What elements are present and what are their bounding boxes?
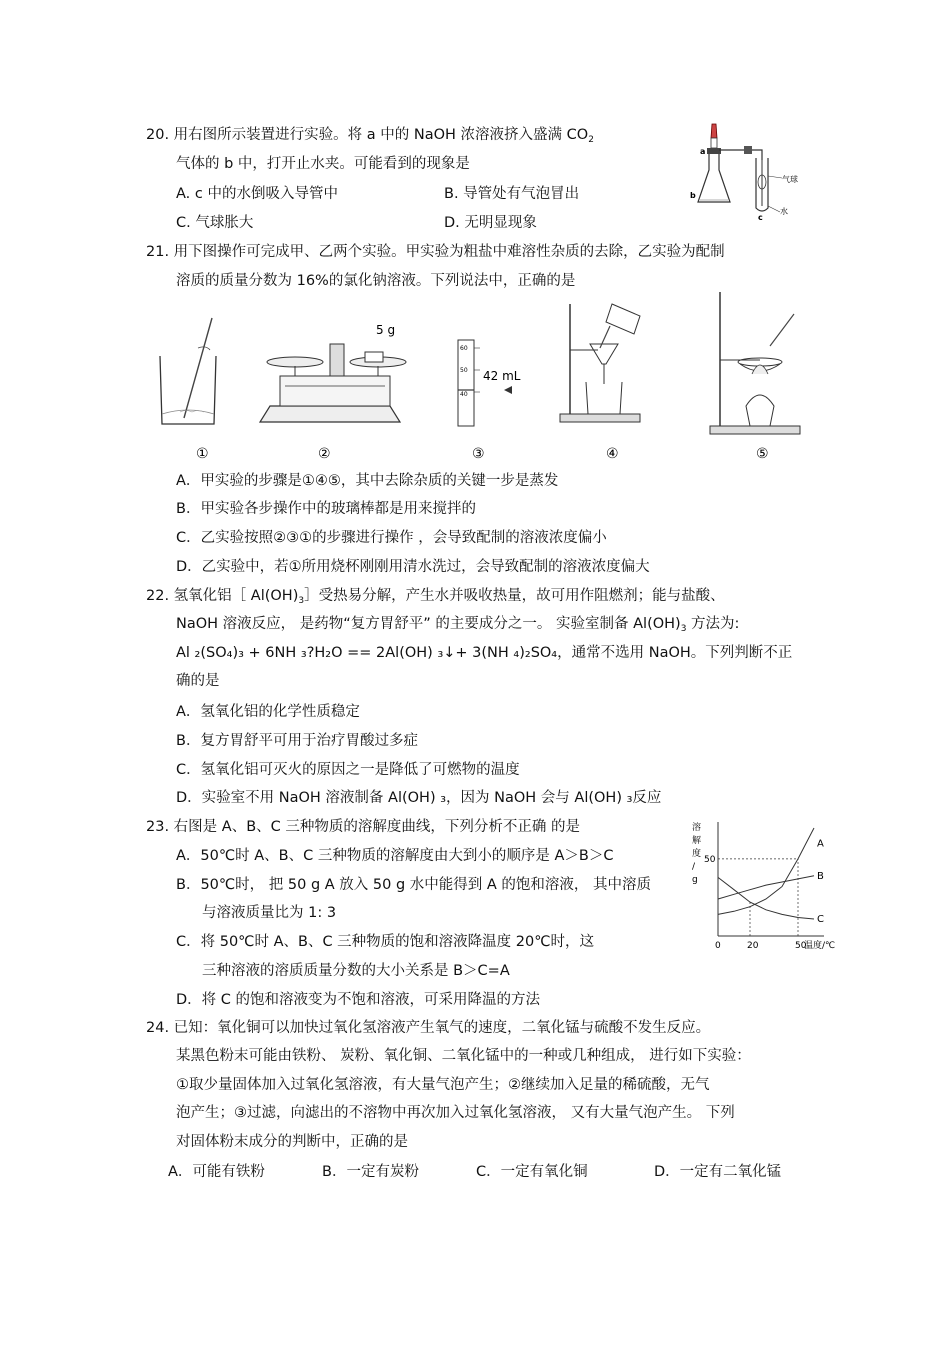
- q21-label-5: ⑤: [756, 446, 769, 462]
- series-label-B: B: [817, 870, 824, 882]
- q23-option-c-line1: C．将 50℃时 A、B、C 三种物质的饱和溶液降温度 20℃时，这: [176, 934, 595, 950]
- q23-stem-line1: 23. 右图是 A、B、C 三种物质的溶解度曲线，下列分析不正确 的是: [146, 819, 580, 835]
- q24-stem-line2: 某黑色粉末可能由铁粉、 炭粉、氧化铜、二氧化锰中的一种或几种组成， 进行如下实验：: [176, 1048, 751, 1064]
- q21-label-2: ②: [318, 446, 331, 462]
- series-line-A: [718, 828, 814, 914]
- q21-filtration: [560, 304, 640, 422]
- q22-option-a: A．氢氧化铝的化学性质稳定: [176, 704, 360, 720]
- q21-option-b: B．甲实验各步操作中的玻璃棒都是用来搅拌的: [176, 501, 476, 517]
- y-axis-label-char: g: [692, 875, 698, 885]
- q24-option-b: B．一定有炭粉: [322, 1164, 419, 1180]
- x-axis-label: 温度/℃: [804, 941, 836, 951]
- q22-stem-line4: 确的是: [176, 673, 220, 689]
- x-tick-label: 50: [795, 941, 807, 951]
- q20-label-water: 水: [780, 207, 788, 216]
- y-axis-label-char: /: [692, 862, 696, 872]
- series-line-C: [718, 877, 814, 919]
- q22-stem-line2: NaOH 溶液反应， 是药物“复方胃舒平” 的主要成分之一。 实验室制备 $Al(OH)_3$ 方法为:: [176, 616, 740, 634]
- q21-evaporation: [710, 292, 800, 434]
- q21-cyl-60: 60: [460, 345, 468, 352]
- x-tick-label: 20: [747, 941, 759, 951]
- q21-stem-line2: 溶质的质量分数为 16%的氯化钠溶液。下列说法中，正确的是: [176, 273, 576, 289]
- q23-option-a: A．50℃时 A、B、C 三种物质的溶解度由大到小的顺序是 A＞B＞C: [176, 848, 614, 864]
- q24-option-d: D．一定有二氧化锰: [654, 1164, 782, 1180]
- q24-stem-line3: ①取少量固体加入过氧化氢溶液，有大量气泡产生；②继续加入足量的稀硫酸，无气: [176, 1077, 710, 1093]
- q20-label-c: c: [758, 213, 763, 220]
- q23-solubility-chart: [688, 818, 838, 953]
- q20-label-b: b: [690, 191, 696, 200]
- q24-option-c: C．一定有氧化铜: [476, 1164, 588, 1180]
- q21-option-a: A．甲实验的步骤是①④⑤，其中去除杂质的关键一步是蒸发: [176, 473, 559, 489]
- q22-equation-line: Al ₂(SO₄)₃ + 6NH ₃?H₂O == 2Al(OH) ₃↓+ 3(NH ₄)₂SO₄，通常不选用 NaOH。下列判断不正: [176, 645, 793, 661]
- q23-option-c-line2: 三种溶液的溶质质量分数的大小关系是 B＞C=A: [202, 963, 510, 979]
- q21-option-d: D．乙实验中，若①所用烧杯刚刚用清水洗过，会导致配制的溶液浓度偏大: [176, 559, 650, 575]
- q21-mass-label: 5 g: [376, 323, 396, 337]
- q21-label-4: ④: [606, 446, 619, 462]
- q23-option-b-line2: 与溶液质量比为 1: 3: [202, 905, 337, 921]
- q24-stem-line4: 泡产生；③过滤，向滤出的不溶物中再次加入过氧化氢溶液， 又有大量气泡产生。 下列: [176, 1105, 735, 1121]
- y-axis-label-char: 溶: [692, 823, 702, 833]
- q24-stem-line1: 24. 已知：氧化铜可以加快过氧化氢溶液产生氧气的速度，二氧化锰与硫酸不发生反应。: [146, 1020, 711, 1036]
- q20-label-a: a: [700, 147, 706, 156]
- series-label-C: C: [817, 914, 824, 926]
- q20-option-c: C. 气球胀大: [176, 215, 254, 231]
- q21-graduated-cylinder: [458, 340, 521, 426]
- q21-beaker-stirring: [160, 318, 216, 424]
- q20-stem-line1: 20. 用右图所示装置进行实验。将 a 中的 NaOH 浓溶液挤入盛满 $CO_2$: [146, 127, 594, 145]
- q23-option-d: D．将 C 的饱和溶液变为不饱和溶液，可采用降温的方法: [176, 992, 541, 1008]
- q20-option-d: D. 无明显现象: [444, 215, 537, 231]
- q21-label-1: ①: [196, 446, 209, 462]
- q22-stem-line1: 22. 氢氧化铝［ $Al(OH)_3]$受热易分解，产生水并吸收热量，故可用作阻燃剂；能与盐酸、: [146, 588, 725, 606]
- q24-stem-line5: 对固体粉末成分的判断中，正确的是: [176, 1134, 408, 1150]
- q24-option-a: A．可能有铁粉: [168, 1164, 265, 1180]
- q20-option-b: B. 导管处有气泡冒出: [444, 186, 580, 202]
- q20-label-balloon: 气球: [782, 175, 798, 184]
- y-tick-label: 50: [704, 854, 716, 865]
- q20-stem-line2: 气体的 b 中，打开止水夹。可能看到的现象是: [176, 156, 470, 172]
- q21-cyl-40: 40: [460, 391, 468, 398]
- q21-option-c: C．乙实验按照②③①的步骤进行操作 ，会导致配制的溶液浓度偏小: [176, 530, 607, 546]
- q22-option-c: C．氢氧化铝可灭火的原因之一是降低了可燃物的温度: [176, 762, 520, 778]
- q22-option-d: D．实验室不用 NaOH 溶液制备 Al(OH) ₃，因为 NaOH 会与 Al(OH) ₃反应: [176, 790, 662, 806]
- y-axis-label-char: 度: [692, 849, 702, 859]
- q21-volume-label: 42 mL: [483, 369, 521, 383]
- series-label-A: A: [817, 838, 824, 850]
- q20-apparatus-figure: [690, 120, 810, 220]
- q21-cyl-50: 50: [460, 367, 468, 374]
- q20-option-a: A. c 中的水倒吸入导管中: [176, 186, 338, 202]
- x-tick-label: 0: [715, 941, 721, 951]
- q21-label-3: ③: [472, 446, 485, 462]
- series-line-B: [718, 876, 814, 899]
- q21-operations-figure: [140, 286, 820, 466]
- q21-stem-line1: 21. 用下图操作可完成甲、乙两个实验。甲实验为粗盐中难溶性杂质的去除，乙实验为配制: [146, 244, 725, 260]
- q22-option-b: B．复方胃舒平可用于治疗胃酸过多症: [176, 733, 418, 749]
- y-axis-label-char: 解: [692, 836, 702, 846]
- q23-option-b-line1: B．50℃时， 把 50 g A 放入 50 g 水中能得到 A 的饱和溶液， 其中溶质: [176, 877, 652, 893]
- q21-balance: [260, 323, 406, 422]
